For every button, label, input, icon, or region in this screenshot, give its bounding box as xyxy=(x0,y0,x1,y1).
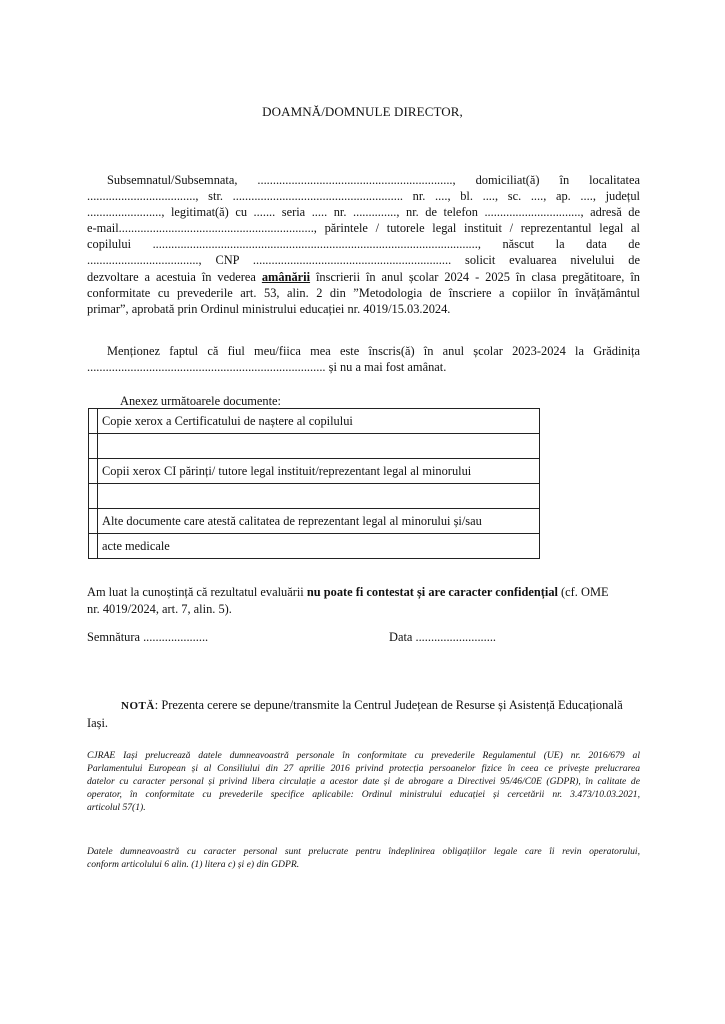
request-line: e-mail..............................................................., părintele / tutorele legal instituit / reprezentantul legal al xyxy=(87,221,640,236)
document-item xyxy=(98,484,540,509)
document-item: Copii xerox CI părinți/ tutore legal instituit/reprezentant legal al minorului xyxy=(98,459,540,484)
table-row xyxy=(89,534,540,559)
mention-line: ............................................................................. și nu a mai fost amânat. xyxy=(87,360,447,375)
table-row xyxy=(89,459,540,484)
postponement-keyword: amânării xyxy=(261,269,311,284)
checkbox-cell[interactable] xyxy=(89,509,98,534)
document-item: acte medicale xyxy=(98,534,540,559)
checkbox-cell[interactable] xyxy=(89,409,98,434)
checkbox-cell[interactable] xyxy=(89,459,98,484)
request-line: dezvoltare a acestuia în vederea amânării înscrierii în anul școlar 2024 - 2025 în clasa pregătitoare, în xyxy=(87,269,640,284)
confidential-clause: nu poate fi contestat și are caracter confidențial xyxy=(306,585,558,599)
request-line: ..................................., str. ....................................................... nr. ...., bl. ...., sc. ...., ap. ...., județul xyxy=(87,189,640,204)
document-item xyxy=(98,434,540,459)
table-row xyxy=(89,484,540,509)
document-item: Copie xerox a Certificatului de naștere al copilului xyxy=(98,409,540,434)
document-item: Alte documente care atestă calitatea de reprezentant legal al minorului și/sau xyxy=(98,509,540,534)
gdpr-notice: CJRAE Iași prelucrează datele dumneavoastră personale în conformitate cu prevederile Regulamentul (UE) nr. 2016/679 al Parlamentului European și al Consiliului din 27 aprilie 2016 privind protecția persoanelor fizice în ceea ce privește prelucrarea datelor cu caracter personal și privind libera circulație a acestor date și de abrogare a Directivei 95/46/C0E (GDPR), în calitate de operator, în conformitate cu prevederile specifice aplicabile: Ordinul ministrului educației și cercetării nr. 3.473/10.03.2021, articolul 57(1). xyxy=(87,750,640,813)
request-line: copilului ........................................................................................................., născut la data de xyxy=(87,237,640,252)
gdpr-processing-notice: Datele dumneavoastră cu caracter personal sunt prelucrate pentru îndeplinirea obligațiilor legale care îi revin operatorului, conform articolului 6 alin. (1) litera c) și e) din GDPR. xyxy=(87,846,640,870)
checkbox-cell[interactable] xyxy=(89,434,98,459)
signature-field[interactable]: Semnătura ..................... xyxy=(87,630,209,644)
request-line: conformitate cu prevederile art. 53, alin. 2 din ”Metodologia de înscriere a copiilor în învățământul xyxy=(87,285,640,300)
note-label: NOTĂ xyxy=(121,700,155,712)
table-row xyxy=(89,409,540,434)
mention-paragraph xyxy=(87,343,640,375)
request-line: ........................, legitimat(ă) cu ....... seria ..... nr. .............., nr. de telefon ..............................., adresă de xyxy=(87,205,640,220)
table-row xyxy=(89,509,540,534)
note-paragraph: NOTĂ: Prezenta cerere se depune/transmite la Centrul Județean de Resurse și Asistență Educațională Iași. xyxy=(87,698,623,730)
request-line: Subsemnatul/Subsemnata, ..............................................................., domiciliat(ă) în localitatea xyxy=(107,173,640,187)
documents-heading: Anexez următoarele documente: xyxy=(120,394,281,408)
page-title: DOAMNĂ/DOMNULE DIRECTOR, xyxy=(262,104,463,119)
request-line: primar”, aprobată prin Ordinul ministrului educației nr. 4019/15.03.2024. xyxy=(87,301,451,316)
mention-line: Menționez faptul că fiul meu/fiica mea este înscris(ă) în anul școlar 2023-2024 la Grădinița xyxy=(107,344,640,358)
checkbox-cell[interactable] xyxy=(89,534,98,559)
request-paragraph xyxy=(87,172,640,317)
acknowledgement-paragraph: Am luat la cunoștință că rezultatul evaluării nu poate fi contestat și are caracter confidențial (cf. OME nr. 4019/2024, art. 7, alin. 5). xyxy=(87,585,609,616)
table-row xyxy=(89,434,540,459)
date-field[interactable]: Data .......................... xyxy=(389,630,497,644)
request-line: ...................................., CNP ................................................................ solicit evaluarea nivelului de xyxy=(87,253,640,268)
checkbox-cell[interactable] xyxy=(89,484,98,509)
documents-table xyxy=(88,408,540,559)
